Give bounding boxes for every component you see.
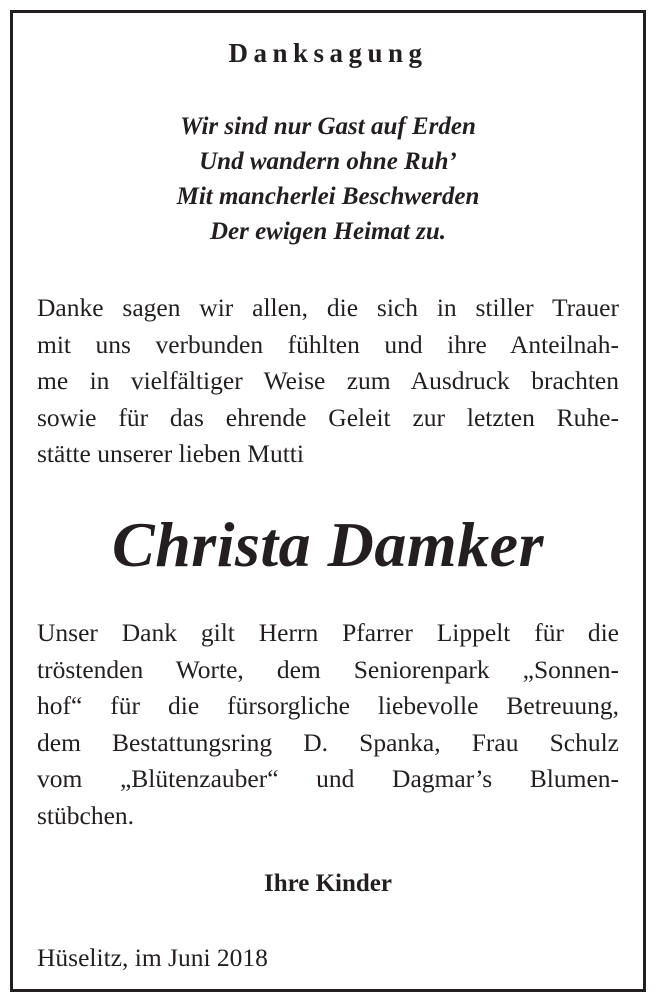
paragraph-line: dem Bestattungsring D. Spanka, Frau Schulz [37, 727, 619, 757]
paragraph-line: hof“ für die fürsorgliche liebevolle Betreuung, [37, 691, 619, 720]
poem-line: Wir sind nur Gast auf Erden [180, 113, 476, 140]
paragraph-line: stätte unserer lieben Mutti [37, 439, 304, 468]
dedication-paragraph [37, 615, 619, 834]
notice-frame [10, 10, 646, 992]
notice-heading: Danksagung [228, 38, 428, 68]
poem-line: Mit mancherlei Beschwerden [176, 183, 480, 210]
paragraph-line: Unser Dank gilt Herrn Pfarrer Lippelt für die [37, 618, 619, 647]
deceased-name: Christa Damker [112, 509, 544, 580]
paragraph-line: tröstenden Worte, dem Seniorenpark „Sonnen- [37, 654, 619, 684]
paragraph-line: me in vielfältiger Weise zum Ausdruck brachten [37, 366, 619, 395]
paragraph-line: Danke sagen wir allen, die sich in stiller Trauer [37, 293, 619, 322]
place-and-date: Hüselitz, im Juni 2018 [37, 943, 268, 972]
thanks-paragraph [37, 290, 619, 473]
poem-line: Der ewigen Heimat zu. [209, 218, 447, 245]
paragraph-line: vom „Blütenzauber“ und Dagmar’s Blumen- [37, 764, 619, 793]
poem-line: Und wandern ohne Ruh’ [199, 148, 457, 175]
paragraph-line: sowie für das ehrende Geleit zur letzten Ruhe- [37, 402, 619, 432]
signature: Ihre Kinder [263, 870, 392, 897]
poem-verse [13, 109, 643, 249]
paragraph-line: mit uns verbunden fühlten und ihre Anteilnah- [37, 329, 619, 359]
paragraph-line: stübchen. [37, 800, 135, 830]
